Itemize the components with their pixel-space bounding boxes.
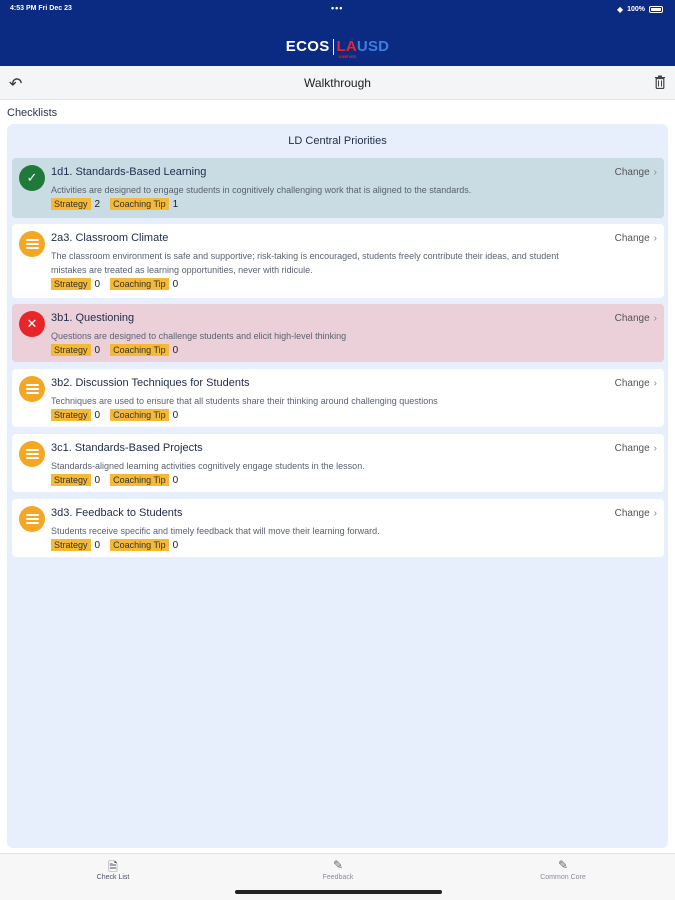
tab-feedback[interactable] bbox=[288, 858, 388, 881]
coaching-tip-tag: Coaching Tip bbox=[110, 344, 169, 356]
item-tags bbox=[51, 198, 188, 210]
checklist-item[interactable] bbox=[12, 369, 664, 427]
checklist-item[interactable] bbox=[12, 499, 664, 557]
checklist-item[interactable] bbox=[12, 304, 664, 362]
change-label: Change bbox=[614, 443, 650, 454]
edit-icon: ✎ bbox=[332, 858, 344, 872]
strategy-tag: Strategy bbox=[51, 278, 91, 290]
trash-icon[interactable] bbox=[654, 75, 666, 89]
chevron-right-icon: › bbox=[653, 167, 657, 178]
coaching-tip-tag: Coaching Tip bbox=[110, 278, 169, 290]
coaching-tip-tag: Coaching Tip bbox=[110, 198, 169, 210]
strategy-count: 0 bbox=[94, 344, 101, 356]
change-label: Change bbox=[614, 167, 650, 178]
chevron-right-icon: › bbox=[653, 443, 657, 454]
item-tags bbox=[51, 409, 188, 421]
item-tags bbox=[51, 474, 188, 486]
tab-check-list[interactable] bbox=[63, 858, 163, 881]
item-title: 3b1. Questioning bbox=[51, 312, 135, 324]
strategy-count: 0 bbox=[94, 409, 101, 421]
change-label: Change bbox=[614, 508, 650, 519]
change-button[interactable] bbox=[615, 233, 657, 244]
item-title: 2a3. Classroom Climate bbox=[51, 232, 169, 244]
edit-icon: ✎ bbox=[557, 858, 569, 872]
logo-lausd bbox=[336, 38, 390, 59]
tab-label: Check List bbox=[96, 874, 130, 881]
strategy-tag: Strategy bbox=[51, 409, 91, 421]
checklist-panel bbox=[7, 124, 668, 848]
app-header bbox=[0, 0, 675, 66]
logo-usd: USD bbox=[356, 38, 390, 55]
change-label: Change bbox=[614, 233, 650, 244]
logo-la: LA bbox=[336, 38, 357, 55]
document-icon: 🗎 bbox=[108, 860, 118, 874]
strategy-count: 0 bbox=[94, 474, 101, 486]
list-icon bbox=[19, 376, 45, 402]
battery-percent: 100% bbox=[627, 6, 645, 13]
strategy-count: 0 bbox=[94, 539, 101, 551]
item-tags bbox=[51, 344, 188, 356]
nav-bar bbox=[0, 66, 675, 100]
checklist-item[interactable] bbox=[12, 224, 664, 298]
change-button[interactable] bbox=[615, 313, 657, 324]
status-bar bbox=[0, 0, 675, 18]
item-title: 3d3. Feedback to Students bbox=[51, 507, 183, 519]
status-right bbox=[617, 5, 663, 14]
strategy-tag: Strategy bbox=[51, 344, 91, 356]
coaching-tip-count: 0 bbox=[172, 474, 179, 486]
item-title: 1d1. Standards-Based Learning bbox=[51, 166, 207, 178]
home-indicator[interactable] bbox=[235, 890, 442, 894]
multitasking-dots[interactable]: ••• bbox=[331, 3, 344, 13]
chevron-right-icon: › bbox=[653, 313, 657, 324]
item-title: 3c1. Standards-Based Projects bbox=[51, 442, 203, 454]
change-button[interactable] bbox=[615, 508, 657, 519]
coaching-tip-count: 0 bbox=[172, 344, 179, 356]
check-icon: ✓ bbox=[19, 165, 45, 191]
strategy-tag: Strategy bbox=[51, 539, 91, 551]
list-icon bbox=[19, 506, 45, 532]
strategy-count: 2 bbox=[94, 198, 101, 210]
item-description: Standards-aligned learning activities cognitively engage students in the lesson. bbox=[51, 461, 365, 471]
page-title: Walkthrough bbox=[304, 76, 371, 90]
strategy-tag: Strategy bbox=[51, 198, 91, 210]
logo-ecos: ECOS bbox=[285, 38, 330, 55]
section-label: Checklists bbox=[7, 107, 58, 119]
wifi-icon: ◆ bbox=[616, 5, 624, 14]
item-description: Techniques are used to ensure that all students share their thinking around challenging questions bbox=[51, 396, 438, 406]
change-label: Change bbox=[614, 313, 650, 324]
list-icon bbox=[19, 441, 45, 467]
item-description: The classroom environment is safe and supportive; risk-taking is encouraged, students freely contribute their ideas, and student mistakes are treated as learning opportunities, never with ridicule. bbox=[51, 251, 559, 275]
coaching-tip-tag: Coaching Tip bbox=[110, 539, 169, 551]
ecos-lausd-logo bbox=[0, 38, 675, 59]
logo-divider bbox=[333, 39, 334, 55]
change-button[interactable] bbox=[615, 443, 657, 454]
strategy-tag: Strategy bbox=[51, 474, 91, 486]
chevron-right-icon: › bbox=[653, 508, 657, 519]
coaching-tip-count: 0 bbox=[172, 409, 179, 421]
change-button[interactable] bbox=[615, 167, 657, 178]
close-icon: ✕ bbox=[19, 311, 45, 337]
item-description: Questions are designed to challenge students and elicit high-level thinking bbox=[51, 331, 347, 341]
tab-common-core[interactable] bbox=[513, 858, 613, 881]
strategy-count: 0 bbox=[94, 278, 101, 290]
coaching-tip-tag: Coaching Tip bbox=[110, 474, 169, 486]
item-tags bbox=[51, 539, 188, 551]
item-description: Activities are designed to engage students in cognitively challenging work that is aligned to the standards. bbox=[51, 185, 472, 195]
back-arrow-icon[interactable]: ↶ bbox=[9, 76, 23, 93]
item-description: Students receive specific and timely feedback that will move their learning forward. bbox=[51, 526, 380, 536]
tab-label: Common Core bbox=[540, 874, 586, 881]
battery-icon bbox=[649, 6, 663, 13]
logo-unified: UNIFIED bbox=[338, 54, 357, 59]
chevron-right-icon: › bbox=[653, 233, 657, 244]
coaching-tip-count: 0 bbox=[172, 539, 179, 551]
chevron-right-icon: › bbox=[653, 378, 657, 389]
change-button[interactable] bbox=[615, 378, 657, 389]
change-label: Change bbox=[614, 378, 650, 389]
tab-label: Feedback bbox=[322, 874, 354, 881]
coaching-tip-count: 0 bbox=[172, 278, 179, 290]
checklist-item[interactable] bbox=[12, 158, 664, 218]
coaching-tip-tag: Coaching Tip bbox=[110, 409, 169, 421]
item-tags bbox=[51, 278, 188, 290]
coaching-tip-count: 1 bbox=[172, 198, 179, 210]
list-icon bbox=[19, 231, 45, 257]
item-title: 3b2. Discussion Techniques for Students bbox=[51, 377, 250, 389]
checklist-item[interactable] bbox=[12, 434, 664, 492]
panel-title: LD Central Priorities bbox=[288, 135, 387, 147]
status-time: 4:53 PM Fri Dec 23 bbox=[10, 5, 72, 12]
